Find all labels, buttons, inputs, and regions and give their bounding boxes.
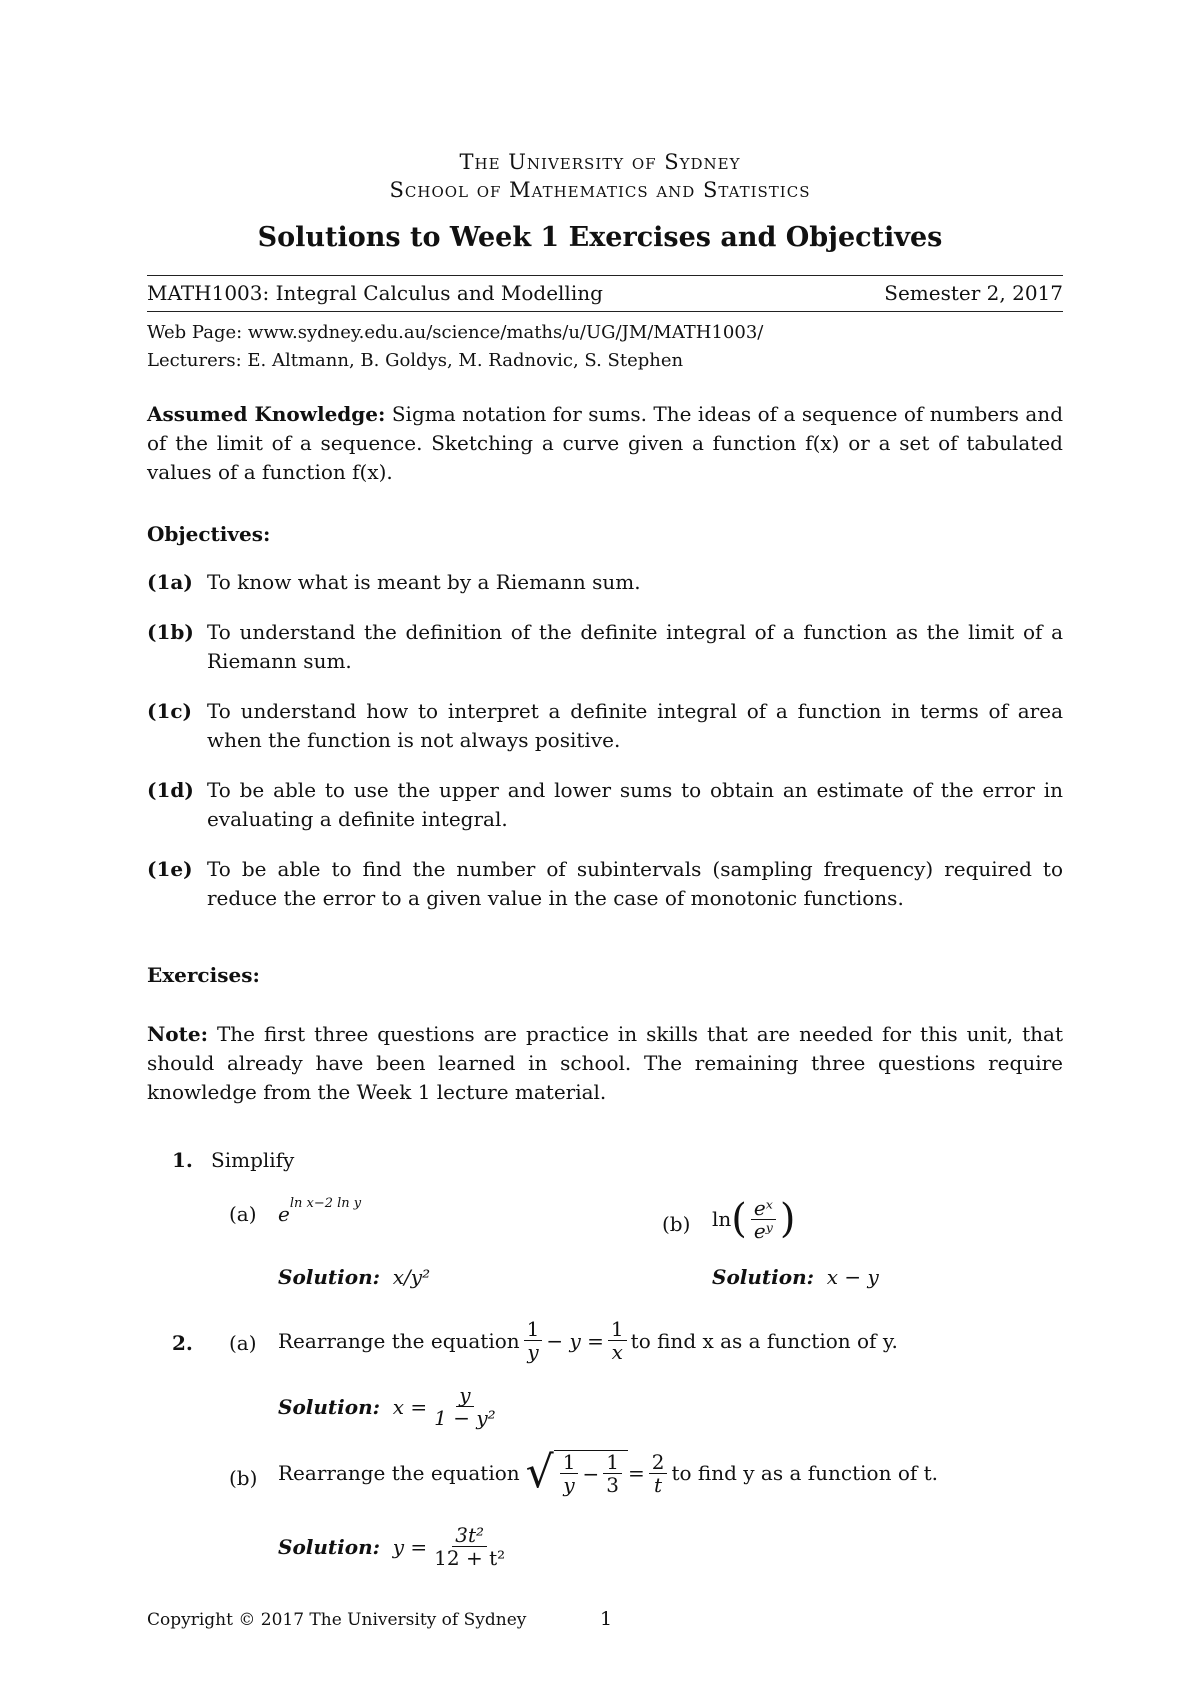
course-name: MATH1003: Integral Calculus and Modelling: [147, 281, 603, 305]
course-info-row: [147, 281, 1063, 305]
school-name: School of Mathematics and Statistics: [389, 178, 811, 202]
q2a-solution-num: y: [456, 1384, 473, 1407]
q1a-solution-value: x/y²: [392, 1265, 431, 1289]
q2-number: 2.: [172, 1331, 193, 1355]
solution-label: Solution:: [278, 1265, 381, 1289]
q2a-text-before: Rearrange the equation: [278, 1328, 520, 1353]
web-page: Web Page: www.sydney.edu.au/science/maths/u/UG/JM/MATH1003/: [147, 322, 764, 343]
q1a-base: e: [278, 1202, 290, 1226]
copyright-notice: Copyright © 2017 The University of Sydney: [147, 1610, 527, 1630]
objective-text: To know what is meant by a Riemann sum.: [207, 570, 641, 594]
bottom-rule: [147, 311, 1063, 312]
q2b-solution-lhs: y =: [392, 1534, 428, 1559]
objective-text: To understand the definition of the definite integral of a function as the limit of a Riemann sum.: [207, 620, 1063, 673]
square-root: [525, 1447, 628, 1498]
q2a-solution-lhs: x =: [392, 1394, 428, 1419]
q2b-den-2: 3: [606, 1473, 619, 1497]
q2b-minus: −: [582, 1461, 600, 1486]
q2b-text-after: to find y as a function of t.: [671, 1461, 939, 1485]
q1a-solution: [278, 1265, 430, 1289]
q1b-denominator: eʸ: [753, 1218, 773, 1243]
objective-label: (1a): [147, 570, 193, 594]
q2a-rhs-num: 1: [608, 1318, 627, 1341]
q2b-frac-3: [649, 1451, 668, 1496]
page-number: 1: [600, 1608, 613, 1630]
q1b-ln: ln: [712, 1207, 732, 1231]
q2b-frac-2: [603, 1451, 622, 1496]
objective-label: (1b): [147, 620, 194, 644]
semester: Semester 2, 2017: [884, 281, 1063, 305]
q2b-num-1: 1: [560, 1451, 579, 1474]
top-rule: [147, 275, 1063, 276]
q2a-text-after: to find x as a function of y.: [630, 1328, 898, 1353]
q2a-solution-den: 1 − y²: [434, 1406, 496, 1430]
objective-item: [147, 855, 1063, 913]
right-paren: ): [779, 1196, 796, 1242]
q1b-fraction: [751, 1197, 776, 1242]
university-name: The University of Sydney: [459, 150, 741, 174]
objective-item: [147, 776, 1063, 834]
q1b-label: (b): [662, 1212, 691, 1236]
q2b-solution-den: 12 + t²: [434, 1546, 506, 1570]
objective-label: (1d): [147, 778, 194, 802]
objective-text: To understand how to interpret a definite integral of a function in terms of area when the function is not always positive.: [207, 699, 1063, 752]
objective-item: [147, 568, 1063, 597]
q2b-solution: [278, 1524, 512, 1569]
q2b-den-1: y: [563, 1473, 575, 1497]
objective-text: To be able to find the number of subintervals (sampling frequency) required to reduce the error to a given value in the case of monotonic functions.: [207, 857, 1063, 910]
q2a-lhs-den: y: [527, 1340, 539, 1364]
note-text: The first three questions are practice in skills that are needed for this unit, that should already have been learned in school. The remaining three questions require knowledge from the Week 1 lecture material.: [147, 1022, 1064, 1104]
exercises-heading: Exercises:: [147, 963, 260, 987]
q2b-solution-frac: [431, 1524, 508, 1569]
q2a-solution: [278, 1384, 503, 1429]
page-title: Solutions to Week 1 Exercises and Objectives: [257, 222, 943, 253]
exercises-note: [147, 1020, 1063, 1107]
q1b-expression: [712, 1196, 795, 1242]
sqrt-radicand: [554, 1450, 628, 1496]
sqrt-icon: √: [525, 1447, 554, 1498]
q2a-solution-frac: [431, 1384, 499, 1429]
assumed-knowledge-text: Sigma notation for sums. The ideas of a sequence of numbers and of the limit of a sequence. Sketching a curve given a function f(x) or a set of tabulated values of a function f(x).: [147, 402, 1063, 484]
solution-label: Solution:: [278, 1394, 381, 1419]
q2a-statement: [278, 1318, 898, 1363]
objective-label: (1e): [147, 857, 193, 881]
q2a-label: (a): [229, 1331, 257, 1355]
objective-item: [147, 618, 1063, 676]
q1a-expression: [278, 1196, 362, 1226]
objective-text: To be able to use the upper and lower sums to obtain an estimate of the error in evaluating a definite integral.: [207, 778, 1063, 831]
q1b-solution-value: x − y: [826, 1265, 879, 1289]
solution-label: Solution:: [278, 1534, 381, 1559]
q1b-numerator: eˣ: [751, 1197, 776, 1220]
q1-prompt: Simplify: [211, 1148, 295, 1172]
q2b-num-3: 2: [649, 1451, 668, 1474]
lecturers: Lecturers: E. Altmann, B. Goldys, M. Radnovic, S. Stephen: [147, 350, 684, 371]
q1b-solution: [712, 1265, 879, 1289]
solution-label: Solution:: [712, 1265, 815, 1289]
q2a-frac-lhs: [524, 1318, 543, 1363]
assumed-knowledge-label: Assumed Knowledge:: [147, 402, 386, 426]
q2b-num-2: 1: [603, 1451, 622, 1474]
q2a-lhs-num: 1: [524, 1318, 543, 1341]
q2a-frac-rhs: [608, 1318, 627, 1363]
left-paren: (: [731, 1196, 747, 1242]
note-label: Note:: [147, 1022, 208, 1046]
objective-item: [147, 697, 1063, 755]
q2b-frac-1: [560, 1451, 579, 1496]
q1-number: 1.: [172, 1148, 193, 1172]
objectives-heading: Objectives:: [147, 522, 271, 546]
objective-label: (1c): [147, 699, 193, 723]
q2b-statement: [278, 1447, 939, 1498]
assumed-knowledge: [147, 400, 1063, 487]
q1a-label: (a): [229, 1202, 257, 1226]
q2b-label: (b): [229, 1466, 258, 1490]
q2b-equals: =: [627, 1461, 645, 1485]
q2b-text-before: Rearrange the equation: [278, 1461, 520, 1485]
q2a-minus: − y =: [546, 1328, 604, 1353]
q2a-rhs-den: x: [611, 1340, 623, 1364]
q1a-exponent: ln x−2 ln y: [289, 1196, 362, 1212]
q2b-den-3: t: [654, 1472, 663, 1497]
q2b-solution-num: 3t²: [452, 1524, 487, 1547]
